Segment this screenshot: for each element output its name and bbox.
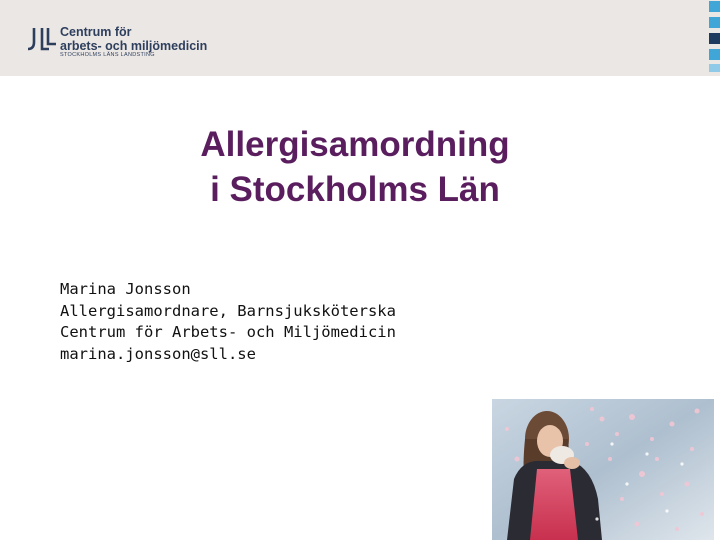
jll-logo-icon <box>27 27 57 51</box>
logo-text-line3: STOCKHOLMS LÄNS LANDSTING <box>60 52 155 58</box>
corner-square-2 <box>709 17 720 28</box>
presenter-info <box>60 279 396 365</box>
presenter-email: marina.jonsson@sll.se <box>60 344 256 363</box>
logo-text-line2: arbets- och miljömedicin <box>60 39 208 53</box>
corner-square-1 <box>709 1 720 12</box>
presenter-org: Centrum för Arbets- och Miljömedicin <box>60 323 396 341</box>
corner-square-5 <box>709 64 720 72</box>
sneezing-girl-photo <box>492 399 714 540</box>
logo-text-line1: Centrum för <box>60 25 132 39</box>
corner-square-4 <box>709 49 720 60</box>
presenter-name: Marina Jonsson <box>60 280 191 298</box>
presenter-role: Allergisamordnare, Barnsjuksköterska <box>60 301 396 320</box>
slide-title-line1: Allergisamordning <box>200 125 510 164</box>
slide-title <box>120 122 590 212</box>
header-bar <box>0 0 720 76</box>
corner-square-3 <box>709 33 720 44</box>
slide-title-line2: i Stockholms Län <box>210 170 500 209</box>
